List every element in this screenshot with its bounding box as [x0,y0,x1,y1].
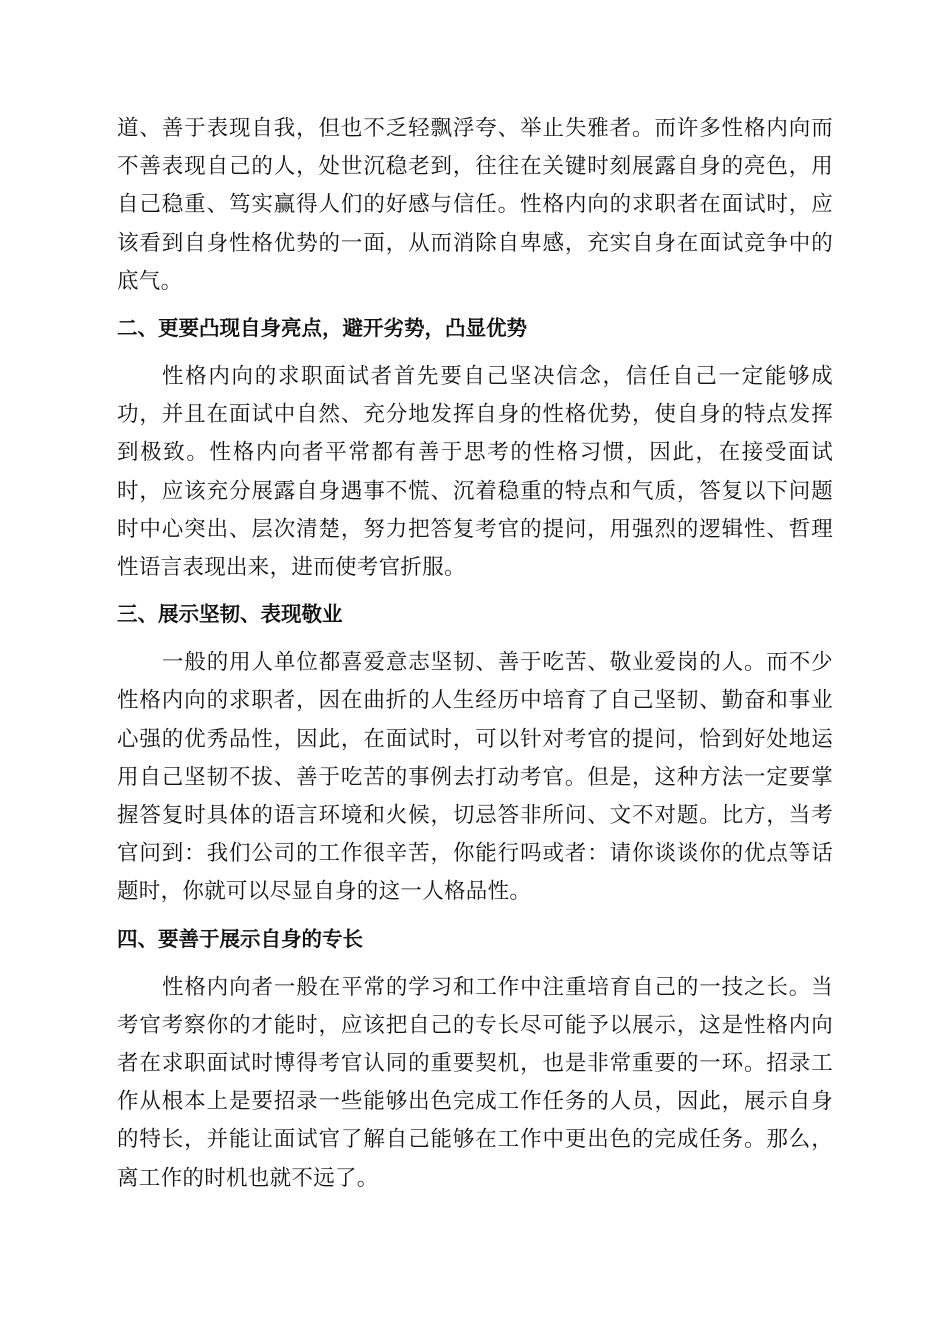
section-heading-3: 三、展示坚韧、表现敬业 [117,602,343,627]
section-body-4: 性格内向者一般在平常的学习和工作中注重培育自己的一技之长。当考官考察你的才能时，应该把自己的专长尽可能予以展示，这是性格内向者在求职面试时博得考官认同的重要契机，也是非常重要的一环。招录工作从根本上是要招录一些能够出色完成工作任务的人员，因此，展示自身的特长，并能让面试官了解自己能够在工作中更出色的完成任务。那么，离工作的时机也就不远了。 [117,974,833,1191]
section-body-3: 一般的用人单位都喜爱意志坚韧、善于吃苦、敬业爱岗的人。而不少性格内向的求职者，因在曲折的人生经历中培育了自己坚韧、勤奋和事业心强的优秀品性，因此，在面试时，可以针对考官的提问，恰到好处地运用自己坚韧不拔、善于吃苦的事例去打动考官。但是，这种方法一定要掌握答复时具体的语言环境和火候，切忌答非所问、文不对题。比方，当考官问到：我们公司的工作很辛苦，你能行吗或者：请你谈谈你的优点等话题时，你就可以尽显自身的这一人格品性。 [117,650,833,905]
section-heading-4: 四、要善于展示自身的专长 [117,926,363,951]
section-body-2: 性格内向的求职面试者首先要自己坚决信念，信任自己一定能够成功，并且在面试中自然、充分地发挥自身的性格优势，使自身的特点发挥到极致。性格内向者平常都有善于思考的性格习惯，因此，在接受面试时，应该充分展露自身遇事不慌、沉着稳重的特点和气质，答复以下问题时中心突出、层次清楚，努力把答复考官的提问，用强烈的逻辑性、哲理性语言表现出来，进而使考官折服。 [117,364,833,581]
intro-paragraph: 道、善于表现自我，但也不乏轻飘浮夸、举止失雅者。而许多性格内向而不善表现自己的人，处世沉稳老到，往往在关键时刻展露自身的亮色，用自己稳重、笃实赢得人们的好感与信任。性格内向的求职者在面试时，应该看到自身性格优势的一面，从而消除自卑感，充实自身在面试竞争中的底气。 [117,116,833,294]
document-page [117,110,833,1198]
section-heading-2: 二、更要凸现自身亮点，避开劣势，凸显优势 [117,316,527,341]
